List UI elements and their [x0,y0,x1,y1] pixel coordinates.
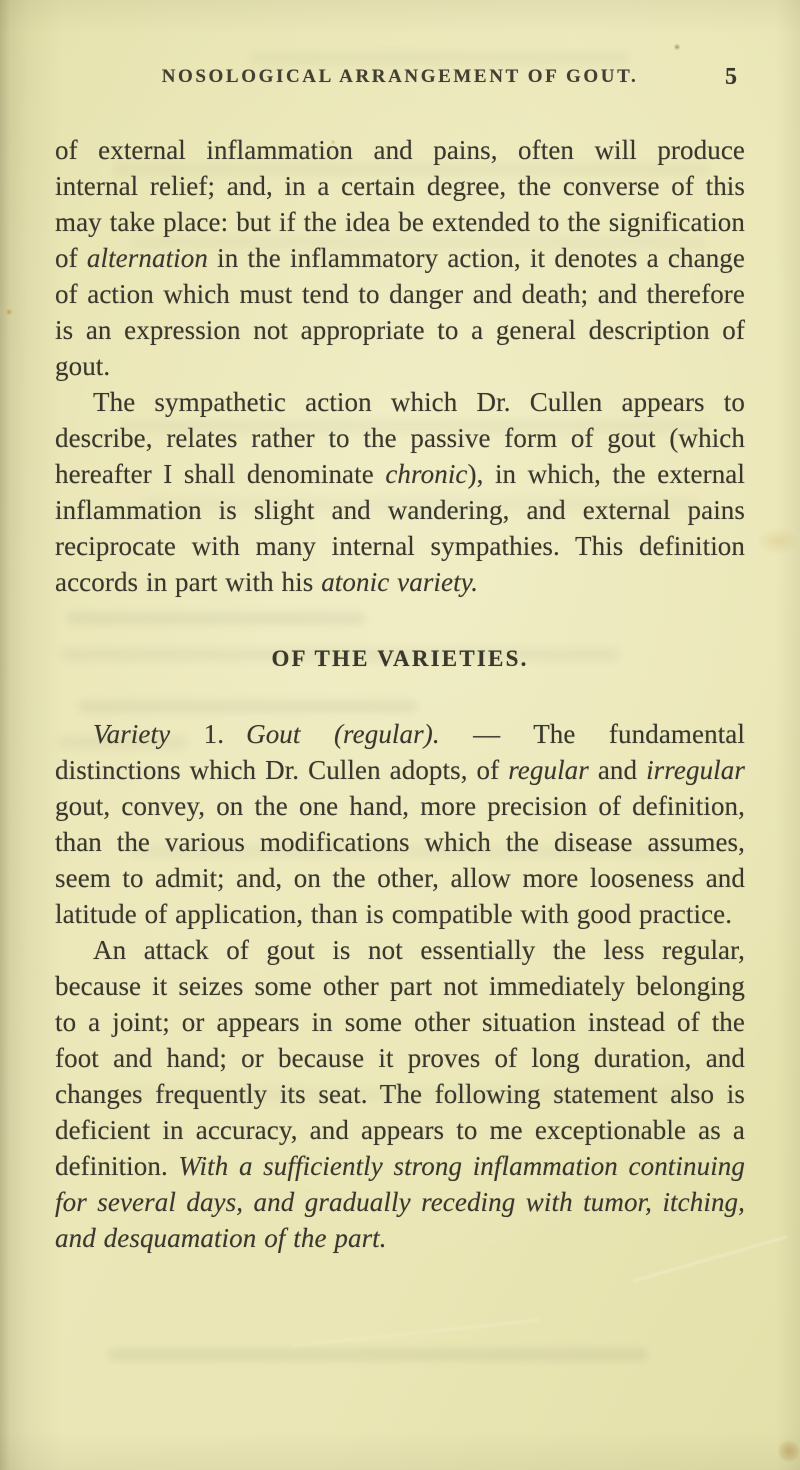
paragraph-sympathetic-action [55,384,745,600]
text-run-italic: chronic [385,459,468,489]
paragraph-continuation [55,132,745,384]
text-run-italic: alternation [86,243,208,273]
text-run: An attack of gout is not essentially the less regular, because it seizes some other part not immediately belonging to a joint; or appears in some other situation instead of the foot and hand; or because it proves of long duration, and changes frequently its seat. The following statement also is deficient in accuracy, and appears to me exceptionable as a definition. [55,935,745,1181]
showthrough-mark [108,1348,648,1361]
text-run: and [588,755,647,785]
page-number: 5 [725,64,737,90]
text-run: ), in which, the external inflammation is slight and wandering, and external pains reciprocate with many internal sympathies. This definition accords in part with his [55,459,745,597]
paper-crease [291,1319,540,1347]
text-run-italic: With a sufficiently strong inflammation continuing for several days, and gradually receding with tumor, itching, and desquamation of the part. [55,1151,745,1253]
text-run: of external inflammation and pains, often will produce internal relief; and, in a certain degree, the converse of this may take place: but if the idea be extended to the signification of [55,135,745,273]
text-run-italic: regular [508,755,589,785]
text-run: gout, convey, on the one hand, more precision of definition, than the various modifications which the disease assumes, seem to admit; and, on the other, allow more looseness and latitude of application, than is compatible with good practice. [55,791,745,929]
text-run-italic: Variety [93,719,171,749]
text-run: 1. [170,719,225,749]
paragraph-attack-of-gout [55,932,745,1256]
text-run-italic: Gout (regular). [246,719,440,749]
running-title: NOSOLOGICAL ARRANGEMENT OF GOUT. [161,66,639,87]
text-run: — The fundamental distinctions which Dr. Cullen adopts, of [55,719,745,785]
text-run: The sympathetic action which Dr. Cullen appears to describe, relates rather to the passive form of gout (which hereafter I shall denominate [55,387,745,489]
running-head [0,66,800,88]
paragraph-variety-1 [55,716,745,932]
showthrough-mark [250,52,630,65]
page-body [55,132,745,1256]
text-run-italic: atonic variety. [321,567,479,597]
text-run: in the inflammatory action, it denotes a change of action which must tend to danger and death; and therefore is an expression not appropriate to a general description of gout. [55,243,745,381]
text-run-italic: irregular [646,755,745,785]
section-heading: OF THE VARIETIES. [271,646,529,671]
